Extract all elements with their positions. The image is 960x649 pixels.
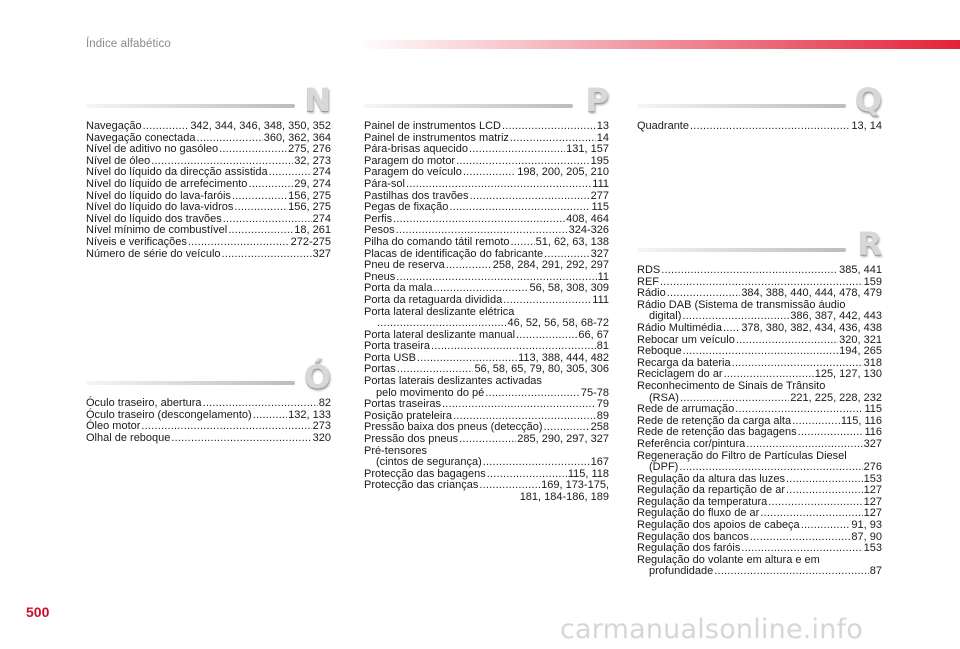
entry-pages: 56, 58, 308, 309 <box>529 282 609 295</box>
entry-pages: 276 <box>863 461 882 474</box>
section-divider <box>637 104 846 108</box>
dot-leader <box>406 179 591 191</box>
entry-label: RDS <box>637 264 661 276</box>
entry-pages: 111 <box>592 177 609 190</box>
dot-leader <box>459 434 516 446</box>
entry-pages: 318 <box>863 356 882 369</box>
entry-label: Olhal de reboque <box>86 431 171 444</box>
dot-leader <box>232 191 287 203</box>
entry-pages: 115 <box>591 201 609 214</box>
entry-pages: 115, 116 <box>840 414 882 427</box>
entry-label: (DPF) <box>649 461 679 474</box>
section-p <box>364 82 609 504</box>
entry-pages: 194, 265 <box>839 345 882 358</box>
entry-pages: 116 <box>864 426 882 439</box>
dot-leader <box>511 237 535 249</box>
section-header <box>637 226 882 262</box>
entry-label: Pressão dos pneus <box>364 433 459 446</box>
index-entry <box>86 179 331 191</box>
index-entry <box>637 520 882 532</box>
entry-pages: 18, 261 <box>294 224 331 237</box>
entry-pages: 153 <box>863 542 882 555</box>
entry-label: Regulação da temperatura <box>637 495 768 508</box>
dot-leader <box>786 474 863 486</box>
dot-leader <box>683 346 839 358</box>
entry-pages: 360, 362, 364 <box>263 131 331 144</box>
entry-pages: 32, 273 <box>294 154 331 167</box>
entry-label: Nível do líquido da direcção assistida <box>86 166 268 179</box>
entry-label: Rede de retenção da carga alta <box>637 414 792 427</box>
entry-label: Pegas de fixação <box>364 201 449 214</box>
dot-leader <box>469 144 565 156</box>
entry-label: Rádio Multimédia <box>637 321 722 334</box>
page-number: 500 <box>26 604 50 620</box>
entry-label: Regulação do volante em altura e em <box>637 553 820 566</box>
entry-pages: 81 <box>596 340 609 353</box>
dot-leader <box>222 249 312 261</box>
entry-pages: 258 <box>590 421 609 434</box>
index-entry <box>86 237 331 249</box>
index-entry <box>637 265 882 277</box>
entry-pages: 167 <box>590 456 609 469</box>
entry-label: Navegação <box>86 120 142 132</box>
watermark: carmanualsonline.info <box>560 614 863 645</box>
entry-list <box>364 121 609 504</box>
entry-label: Reboque <box>637 345 682 358</box>
entry-pages: 258, 284, 291, 292, 297 <box>492 259 609 272</box>
entry-label: Painel de instrumentos matriz <box>364 131 509 144</box>
entry-pages: 320, 321 <box>839 333 882 346</box>
section-header <box>364 82 609 118</box>
entry-pages: 195 <box>590 154 609 167</box>
index-entry <box>86 398 331 410</box>
entry-label: Portas <box>364 363 396 376</box>
section-divider <box>86 381 295 385</box>
index-entry <box>364 179 609 191</box>
dot-leader <box>679 462 862 474</box>
entry-pages: 13, 14 <box>851 120 882 132</box>
entry-pages: 113, 388, 444, 482 <box>518 351 609 364</box>
entry-label: Paragem do motor <box>364 154 456 167</box>
section-q <box>637 82 882 133</box>
entry-pages: 159 <box>863 275 882 288</box>
entry-label: digital) <box>649 310 682 323</box>
entry-pages: 385, 441 <box>839 264 882 276</box>
entry-pages: 82 <box>318 397 331 409</box>
dot-leader <box>714 566 869 578</box>
dot-leader <box>736 335 838 347</box>
entry-pages: 324-326 <box>568 224 609 237</box>
entry-label: Regulação dos bancos <box>637 530 749 543</box>
index-entry <box>364 295 609 307</box>
entry-label: Protecção das crianças <box>364 479 479 492</box>
entry-pages: 75-78 <box>580 386 609 399</box>
entry-label: Perfis <box>364 212 393 225</box>
entry-label: Posição prateleira <box>364 409 453 422</box>
dot-leader <box>446 260 492 272</box>
section-letter: P <box>585 81 609 119</box>
index-entry <box>86 202 331 214</box>
entry-label: Pilha do comando tátil remoto <box>364 235 510 248</box>
entry-pages-continued: 181, 184-186, 189 <box>519 491 609 503</box>
entry-label: Pneu de reserva <box>364 259 445 272</box>
dot-leader <box>442 399 596 411</box>
entry-label: Pára-sol <box>364 177 405 190</box>
index-entry <box>86 121 331 133</box>
entry-pages: 285, 290, 297, 327 <box>517 433 609 446</box>
entry-pages: 29, 274 <box>294 177 331 190</box>
dot-leader <box>485 388 580 400</box>
entry-pages: 115 <box>864 403 882 416</box>
entry-label: Portas traseiras <box>364 398 442 411</box>
entry-pages: 169, 173-175, <box>541 479 609 492</box>
index-entry <box>364 202 609 214</box>
index-entry <box>86 249 331 261</box>
dot-leader <box>661 265 838 277</box>
entry-label: Quadrante <box>637 120 689 132</box>
entry-label: (RSA) <box>649 391 679 404</box>
entry-label: Porta da mala <box>364 282 433 295</box>
index-entry <box>637 323 882 335</box>
index-entry <box>364 121 609 133</box>
entry-label: Referência cor/pintura <box>637 437 746 450</box>
entry-label: Regulação do fluxo de ar <box>637 507 760 520</box>
section-o <box>86 359 331 444</box>
entry-label: Regeneração do Filtro de Partículas Diesel <box>637 449 847 462</box>
dot-leader <box>723 323 740 335</box>
section-n <box>86 82 331 260</box>
entry-pages: 91, 93 <box>851 519 882 532</box>
dot-leader <box>690 121 850 133</box>
entry-label: Nível do líquido do lava-vidros <box>86 201 234 214</box>
entry-label: Nível de óleo <box>86 154 151 167</box>
entry-pages: 327 <box>590 247 609 260</box>
entry-label: Número de série do veículo <box>86 247 221 260</box>
entry-label: Nível do líquido dos travões <box>86 212 222 225</box>
section-letter: Ó <box>303 358 331 396</box>
entry-label: Porta da retaguarda dividida <box>364 293 503 306</box>
index-entry <box>86 433 331 445</box>
entry-pages: 277 <box>590 189 609 202</box>
entry-pages: 320 <box>312 431 331 444</box>
entry-pages: 13 <box>596 120 609 132</box>
entry-label: Portas laterais deslizantes activadas <box>364 375 542 388</box>
dot-leader <box>502 121 596 133</box>
entry-pages: 327 <box>312 247 331 260</box>
entry-pages: 408, 464 <box>566 212 609 225</box>
entry-pages: 342, 344, 346, 348, 350, 352 <box>190 120 331 132</box>
index-entry <box>364 318 609 330</box>
entry-pages: 111 <box>592 293 609 306</box>
section-letter: N <box>304 81 331 119</box>
entry-pages: 156, 275 <box>288 201 331 214</box>
entry-label: Pré-tensores <box>364 444 427 457</box>
dot-leader <box>377 318 506 330</box>
dot-leader <box>792 416 840 428</box>
entry-pages: 79 <box>596 398 609 411</box>
dot-leader <box>746 439 862 451</box>
entry-label: Rede de arrumação <box>637 403 735 416</box>
entry-pages: 131, 157 <box>566 143 609 156</box>
entry-label: Porta lateral deslizante manual <box>364 328 516 341</box>
index-entry <box>364 237 609 249</box>
entry-pages: 272-275 <box>290 235 331 248</box>
entry-label: Pressão baixa dos pneus (detecção) <box>364 421 543 434</box>
dot-leader <box>219 144 287 156</box>
entry-label: Painel de instrumentos LCD <box>364 120 501 132</box>
entry-pages: 153 <box>863 472 882 485</box>
entry-label: Óculo traseiro, abertura <box>86 397 202 409</box>
dot-leader <box>449 202 590 214</box>
entry-label: Recarga da bateria <box>637 356 731 369</box>
entry-label: Óleo motor <box>86 420 141 433</box>
entry-label: Rede de retenção das bagagens <box>637 426 797 439</box>
entry-pages: 275, 276 <box>288 143 331 156</box>
dot-leader <box>188 237 290 249</box>
entry-pages: 384, 388, 440, 444, 478, 479 <box>741 287 882 300</box>
dot-leader <box>463 167 516 179</box>
entry-label: Pneus <box>364 270 396 283</box>
dot-leader <box>171 433 311 445</box>
entry-label: Porta lateral deslizante elétrica <box>364 305 515 318</box>
entry-label: Navegação conectada <box>86 131 196 144</box>
dot-leader <box>248 179 293 191</box>
entry-label: Reciclagem do ar <box>637 368 723 381</box>
dot-leader <box>393 214 565 226</box>
entry-pages: 274 <box>312 166 331 179</box>
dot-leader <box>234 202 287 214</box>
entry-pages: 378, 380, 382, 434, 436, 438 <box>741 321 882 334</box>
dot-leader <box>503 295 591 307</box>
entry-label: Nível de aditivo no gasóleo <box>86 143 219 156</box>
section-divider <box>86 104 295 108</box>
entry-label: Rádio DAB (Sistema de transmissão áudio <box>637 298 846 311</box>
entry-pages: 89 <box>596 409 609 422</box>
entry-label: Placas de identificação do fabricante <box>364 247 544 260</box>
entry-pages: 221, 225, 228, 232 <box>790 391 882 404</box>
entry-pages: 156, 275 <box>288 189 331 202</box>
entry-list <box>637 121 882 133</box>
entry-label: Níveis e verificações <box>86 235 187 248</box>
entry-label: REF <box>637 275 659 288</box>
entry-pages: 46, 52, 56, 58, 68-72 <box>507 317 609 330</box>
index-entry <box>637 346 882 358</box>
entry-pages: 198, 200, 205, 210 <box>517 166 609 179</box>
dot-leader <box>516 330 577 342</box>
entry-label: Reconhecimento de Sinais de Trânsito <box>637 379 826 392</box>
entry-pages: 274 <box>312 212 331 225</box>
entry-pages: 273 <box>312 420 331 433</box>
entry-label: Rádio <box>637 287 666 300</box>
entry-pages: 132, 133 <box>288 408 331 421</box>
index-entry <box>364 434 609 446</box>
dot-leader <box>750 532 850 544</box>
entry-pages: 125, 127, 130 <box>814 368 882 381</box>
index-entry <box>637 121 882 133</box>
section-letter: R <box>857 225 882 263</box>
entry-pages: 51, 62, 63, 138 <box>535 235 609 248</box>
dot-leader <box>203 398 318 410</box>
dot-leader <box>798 427 864 439</box>
entry-label: Regulação da altura das luzes <box>637 472 785 485</box>
entry-label: Óculo traseiro (descongelamento) <box>86 408 252 421</box>
dot-leader <box>786 485 863 497</box>
section-header <box>86 82 331 118</box>
header-accent-bar <box>355 40 960 49</box>
entry-pages: 87 <box>869 565 882 578</box>
dot-leader <box>801 520 851 532</box>
entry-label: Nível mínimo de combustível <box>86 224 228 237</box>
entry-pages: 115, 118 <box>567 467 609 480</box>
entry-label: Regulação dos apoios de cabeça <box>637 519 800 532</box>
section-divider <box>637 248 846 252</box>
entry-list <box>637 265 882 578</box>
page-header-title: Índice alfabético <box>86 38 171 50</box>
dot-leader <box>470 191 590 203</box>
entry-pages: 14 <box>596 131 609 144</box>
entry-label: Regulação da repartição de ar <box>637 484 785 497</box>
entry-pages: 327 <box>863 437 882 450</box>
section-header <box>86 359 331 395</box>
entry-list <box>86 398 331 444</box>
entry-pages: 127 <box>863 495 882 508</box>
entry-label: Paragem do veículo <box>364 166 462 179</box>
section-divider <box>364 104 573 108</box>
entry-pages: 127 <box>863 484 882 497</box>
index-entry <box>637 404 882 416</box>
entry-pages: 11 <box>597 270 609 283</box>
entry-label: Pára-brisas aquecido <box>364 143 468 156</box>
entry-pages: 56, 58, 65, 79, 80, 305, 306 <box>474 363 609 376</box>
entry-label: pelo movimento do pé <box>376 386 485 399</box>
entry-label: Porta traseira <box>364 340 431 353</box>
dot-leader <box>768 497 862 509</box>
entry-label: Rebocar um veículo <box>637 333 735 346</box>
entry-label: Nível do líquido de arrefecimento <box>86 177 248 190</box>
section-header <box>637 82 882 118</box>
section-letter: Q <box>854 81 882 119</box>
dot-leader <box>253 410 287 422</box>
entry-label: profundidade <box>649 565 714 578</box>
entry-label: (cintos de segurança) <box>376 456 482 469</box>
entry-pages: 127 <box>863 507 882 520</box>
dot-leader <box>228 225 293 237</box>
entry-label: Porta USB <box>364 351 416 364</box>
index-entry <box>637 566 882 578</box>
entry-label: Nível do líquido do lava-faróis <box>86 189 231 202</box>
dot-leader <box>735 404 863 416</box>
index-entry <box>637 462 882 474</box>
index-entry <box>364 260 609 272</box>
index-entry <box>637 439 882 451</box>
entry-pages: 66, 67 <box>578 328 609 341</box>
entry-pages: 386, 387, 442, 443 <box>790 310 882 323</box>
section-r <box>637 226 882 578</box>
entry-pages: 87, 90 <box>851 530 882 543</box>
entry-label: Protecção das bagagens <box>364 467 486 480</box>
dot-leader <box>143 121 190 133</box>
entry-list <box>86 121 331 260</box>
entry-label: Pastilhas dos travões <box>364 189 469 202</box>
entry-label: Pesos <box>364 224 395 237</box>
entry-label: Regulação dos faróis <box>637 542 741 555</box>
